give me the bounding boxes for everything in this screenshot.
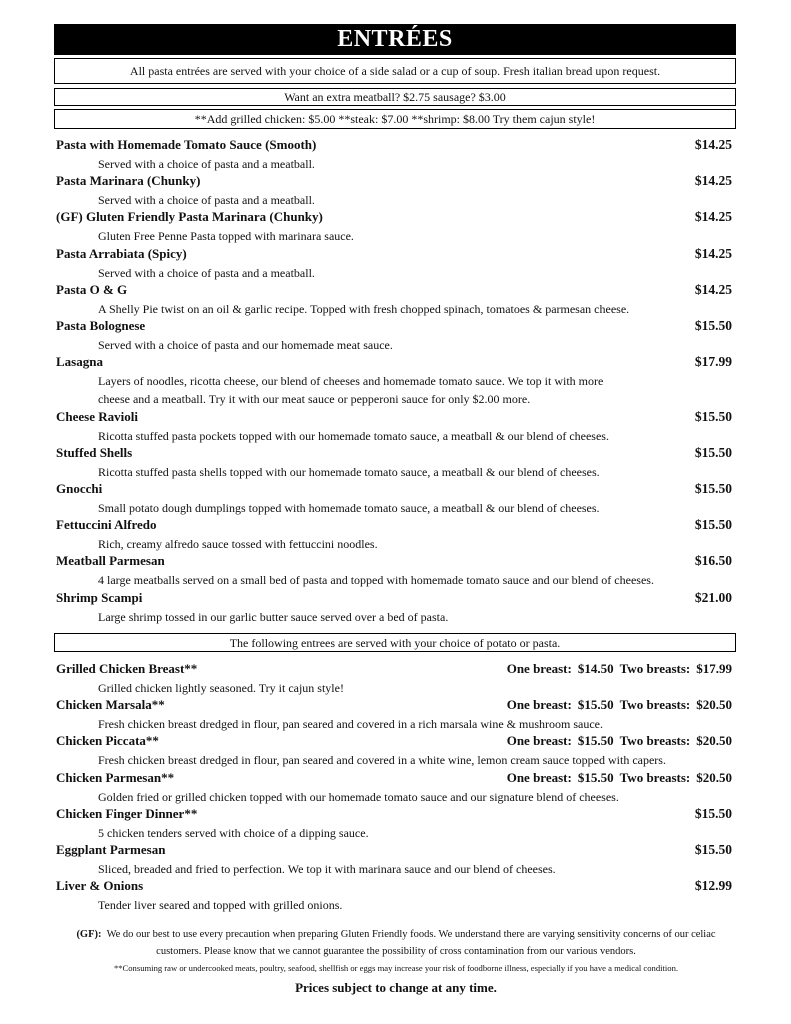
item-price: $15.50 <box>694 408 732 424</box>
intro-note-text: All pasta entrées are served with your choice of a side salad or a cup of soup. Fresh italian bread upon request. <box>129 64 661 78</box>
item-name: Eggplant Parmesan <box>56 842 166 857</box>
item-price: $15.50 <box>694 842 732 857</box>
item-price: $21.00 <box>694 589 732 605</box>
description-line: Fresh chicken breast dredged in flour, pan seared and covered in a white wine, lemon cream sauce topped with capers. <box>98 753 666 768</box>
item-name: Pasta Bolognese <box>56 318 146 333</box>
item-description <box>98 608 448 626</box>
description-line: Ricotta stuffed pasta shells topped with our homemade tomato sauce, a meatball & our blend of cheeses. <box>98 464 600 479</box>
description-line: A Shelly Pie twist on an oil & garlic recipe. Topped with fresh chopped spinach, tomatoes & parmesan cheese. <box>98 301 630 316</box>
one-label: One breast: <box>506 697 572 713</box>
item-description <box>98 427 609 445</box>
item-name: Cheese Ravioli <box>56 408 138 424</box>
potato-pasta-text: The following entrees are served with your choice of potato or pasta. <box>229 635 561 650</box>
description-line: Rich, creamy alfredo sauce tossed with fettuccini noodles. <box>98 537 378 552</box>
description-line: Layers of noodles, ricotta cheese, our blend of cheeses and homemade tomato sauce. We top it with more <box>98 374 604 389</box>
description-line: Served with a choice of pasta and our homemade meat sauce. <box>98 338 393 352</box>
item-description <box>98 715 603 733</box>
extra-meatball-note <box>54 88 736 106</box>
raw-food-warning: **Consuming raw or undercooked meats, poultry, seafood, shellfish or eggs may increase your risk of foodborne illness, especially if you have a medical condition. <box>113 963 679 973</box>
item-price: $14.25 <box>694 281 732 297</box>
one-price: $15.50 <box>577 697 614 713</box>
item-price: $15.50 <box>694 444 732 460</box>
item-name: Fettuccini Alfredo <box>56 517 157 533</box>
item-description <box>98 860 556 878</box>
item-price-options <box>507 770 732 786</box>
item-description <box>98 535 378 553</box>
two-label: Two breasts: <box>619 733 691 749</box>
item-price: $17.99 <box>694 354 732 370</box>
gluten-friendly-note <box>40 926 752 960</box>
item-name: Chicken Parmesan** <box>56 769 175 785</box>
description-line: Small potato dough dumplings topped with homemade tomato sauce, a meatball & our blend of cheeses. <box>98 500 600 515</box>
item-name: (GF) Gluten Friendly Pasta Marinara (Chunky) <box>56 209 323 225</box>
item-description <box>98 751 666 769</box>
item-description <box>98 824 369 842</box>
item-name: Gnocchi <box>56 480 103 496</box>
entrees-header: ENTRÉES <box>54 24 736 55</box>
item-description <box>98 372 603 408</box>
item-price: $15.50 <box>694 805 732 821</box>
item-description <box>98 499 600 517</box>
extra-meatball-text: Want an extra meatball? $2.75 sausage? $3.00 <box>284 90 506 104</box>
item-description <box>98 896 342 914</box>
two-price: $20.50 <box>696 769 732 785</box>
item-price: $15.50 <box>694 517 732 533</box>
item-description <box>98 336 393 354</box>
item-name: Chicken Finger Dinner** <box>56 805 198 821</box>
addons-text: **Add grilled chicken: $5.00 **steak: $7.00 **shrimp: $8.00 Try them cajun style! <box>194 112 596 126</box>
description-line: cheese and a meatball. Try it with our meat sauce or pepperoni sauce for only $2.00 more. <box>98 392 531 407</box>
description-line: Tender liver seared and topped with grilled onions. <box>98 898 343 913</box>
item-price: $14.25 <box>694 173 732 189</box>
description-line: Served with a choice of pasta and a meatball. <box>98 193 315 208</box>
item-name: Chicken Piccata** <box>56 733 159 749</box>
item-name: Shrimp Scampi <box>56 589 143 605</box>
intro-note <box>54 58 736 84</box>
prices-disclaimer: Prices subject to change at any time. <box>295 980 497 995</box>
gf-line2: customers. Please know that we cannot guarantee the possibility of cross contamination from our various vendors. <box>156 946 636 957</box>
item-price: $14.25 <box>694 209 732 225</box>
description-line: Fresh chicken breast dredged in flour, pan seared and covered in a rich marsala wine & mushroom sauce. <box>98 717 604 732</box>
item-price: $16.50 <box>694 553 732 569</box>
item-description <box>98 788 619 806</box>
description-line: Gluten Free Penne Pasta topped with marinara sauce. <box>98 229 354 244</box>
item-name: Liver & Onions <box>56 878 144 894</box>
description-line: Ricotta stuffed pasta pockets topped with our homemade tomato sauce, a meatball & our blend of cheeses. <box>98 428 609 443</box>
description-line: Grilled chicken lightly seasoned. Try it cajun style! <box>98 681 344 695</box>
description-line: 5 chicken tenders served with choice of a dipping sauce. <box>98 825 369 840</box>
item-description <box>98 191 315 209</box>
item-name: Pasta O & G <box>56 281 128 297</box>
two-label: Two breasts: <box>619 697 691 713</box>
item-price-options <box>507 733 732 749</box>
two-price: $17.99 <box>696 661 732 676</box>
item-description <box>98 155 315 173</box>
item-name: Pasta Arrabiata (Spicy) <box>56 245 187 261</box>
description-line: Large shrimp tossed in our garlic butter sauce served over a bed of pasta. <box>98 609 449 624</box>
description-line: 4 large meatballs served on a small bed of pasta and topped with homemade tomato sauce and our blend of cheeses. <box>98 573 654 588</box>
description-line: Sliced, breaded and fried to perfection. We top it with marinara sauce and our blend of cheeses. <box>98 862 556 876</box>
item-description <box>98 463 600 481</box>
two-label: Two breasts: <box>619 769 691 785</box>
item-name: Stuffed Shells <box>56 444 133 460</box>
description-line: Served with a choice of pasta and a meatball. <box>98 157 315 171</box>
two-label: Two breasts: <box>619 661 691 676</box>
gf-label: (GF): <box>76 929 102 940</box>
two-price: $20.50 <box>696 733 732 749</box>
addons-note <box>54 109 736 129</box>
one-label: One breast: <box>506 769 572 785</box>
item-price: $12.99 <box>694 878 732 894</box>
item-description <box>98 264 315 282</box>
item-name: Lasagna <box>56 354 103 370</box>
description-line: Golden fried or grilled chicken topped with our homemade tomato sauce and our signature blend of cheeses. <box>98 789 619 804</box>
one-price: $15.50 <box>577 769 614 785</box>
gf-note-line1 <box>40 926 752 943</box>
description-line: Served with a choice of pasta and a meatball. <box>98 265 315 280</box>
one-price: $14.50 <box>577 661 614 676</box>
one-price: $15.50 <box>577 733 614 749</box>
item-price: $15.50 <box>694 480 732 496</box>
item-price: $15.50 <box>694 318 732 333</box>
item-description <box>98 227 354 245</box>
item-name: Grilled Chicken Breast** <box>56 661 198 676</box>
potato-pasta-note <box>54 633 736 652</box>
item-description <box>98 571 654 589</box>
item-price: $14.25 <box>694 245 732 261</box>
item-name: Meatball Parmesan <box>56 553 165 569</box>
item-price-options <box>507 661 732 677</box>
item-name: Pasta Marinara (Chunky) <box>56 173 201 189</box>
item-price: $14.25 <box>694 137 732 152</box>
one-label: One breast: <box>506 661 572 676</box>
item-description <box>98 300 629 318</box>
item-name: Pasta with Homemade Tomato Sauce (Smooth) <box>56 137 317 152</box>
gf-line1: We do our best to use every precaution when preparing Gluten Friendly foods. We understand there are varying sensitivity concerns of our celiac <box>106 929 716 940</box>
two-price: $20.50 <box>696 697 732 713</box>
item-name: Chicken Marsala** <box>56 697 165 713</box>
item-price-options <box>507 697 732 713</box>
item-description <box>98 679 344 697</box>
one-label: One breast: <box>506 733 572 749</box>
